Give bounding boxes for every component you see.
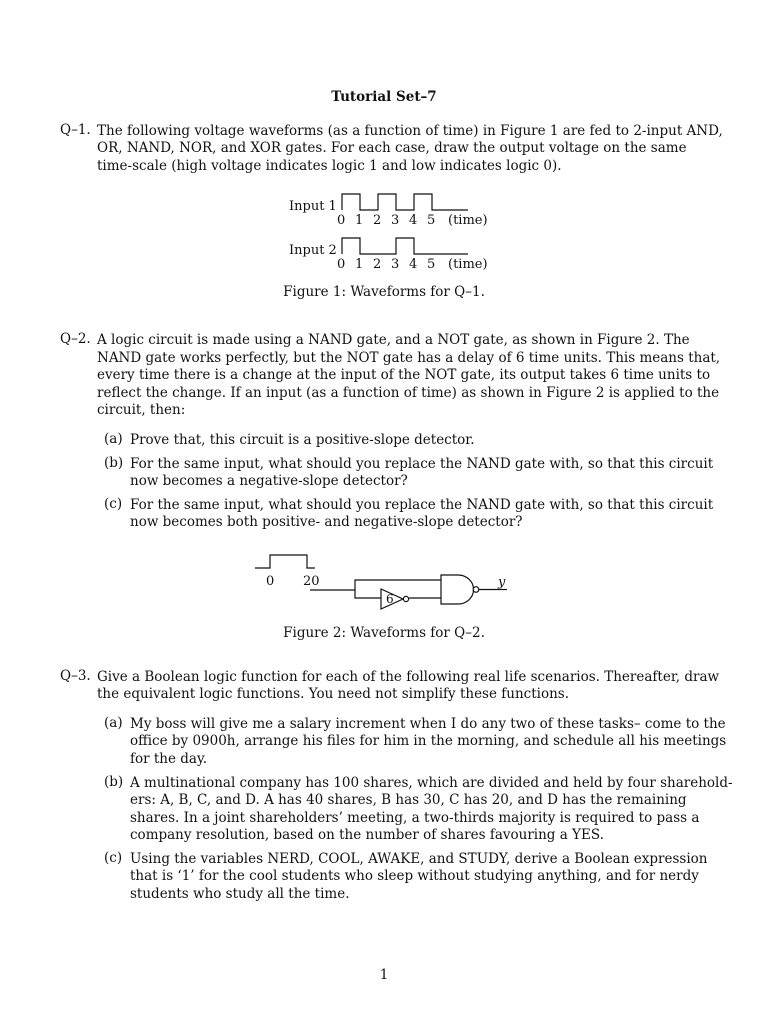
subquestion-text-line: shares. In a joint shareholders’ meeting, a two-thirds majority is required to pass a [130,810,700,826]
question-text-line: NAND gate works perfectly, but the NOT gate has a delay of 6 time units. This means that, [97,350,721,366]
subquestion-text-line: office by 0900h, arrange his files for him in the morning, and schedule all his meetings [130,733,727,749]
question-text-line: OR, NAND, NOR, and XOR gates. For each case, draw the output voltage on the same [97,140,687,156]
tick-label: 5 [427,213,436,228]
tick-label: 0 [337,213,346,228]
subquestion-label: (c) [104,496,123,512]
question-text-line: Give a Boolean logic function for each of the following real life scenarios. Thereafter, draw [97,669,720,685]
question-text-line: The following voltage waveforms (as a function of time) in Figure 1 are fed to 2-input AND, [97,123,723,139]
subquestion-text-line: For the same input, what should you replace the NAND gate with, so that this circuit [130,497,714,513]
question-label: Q–3. [60,668,91,684]
input-pulse-waveform [255,555,315,568]
page-number: 1 [379,967,389,983]
question-text-line: time-scale (high voltage indicates logic 1 and low indicates logic 0). [97,158,562,174]
subquestion-label: (c) [104,850,123,866]
question-label: Q–1. [60,122,91,138]
subquestion-text-line: A multinational company has 100 shares, which are divided and held by four sharehold- [130,775,733,791]
time-axis-label: (time) [448,257,488,272]
subquestion-text-line: students who study all the time. [130,886,350,902]
question-text-line: circuit, then: [97,402,186,418]
subquestion-text-line: now becomes a negative-slope detector? [130,473,408,489]
question-text-line: the equivalent logic functions. You need not simplify these functions. [97,686,569,702]
time-axis-ticks-2 [337,257,488,272]
circuit-wires [310,580,441,590]
figure-2-caption: Figure 2: Waveforms for Q–2. [283,625,485,641]
tick-label: 1 [355,213,364,228]
tick-label: 4 [409,213,418,228]
subquestion-text-line: Prove that, this circuit is a positive-slope detector. [130,432,475,448]
tick-label: 5 [427,257,436,272]
figure-1-caption: Figure 1: Waveforms for Q–1. [283,284,485,300]
output-label: y [498,575,506,590]
question-text-line: reflect the change. If an input (as a function of time) as shown in Figure 2 is applied to the [97,385,720,401]
subquestion-text-line: company resolution, based on the number of shares favouring a YES. [130,827,604,843]
tick-label: 3 [391,213,400,228]
figure-1-waveforms [280,188,500,278]
subquestion-text-line: now becomes both positive- and negative-slope detector? [130,514,523,530]
input-1-label: Input 1 [289,199,337,214]
input-1-waveform [342,194,468,210]
tick-label: 2 [373,257,382,272]
nand-gate [441,575,479,604]
subquestion-text-line: Using the variables NERD, COOL, AWAKE, and STUDY, derive a Boolean expression [130,851,708,867]
time-axis-ticks-1 [337,213,488,228]
subquestion-text-line: For the same input, what should you replace the NAND gate with, so that this circuit [130,456,714,472]
not-gate [381,589,409,609]
subquestion-text-line: My boss will give me a salary increment when I do any two of these tasks– come to the [130,716,726,732]
time-axis-label: (time) [448,213,488,228]
not-gate-feedback-wire [355,590,381,598]
subquestion-text-line: that is ‘1’ for the cool students who sleep without studying anything, and for nerdy [130,868,699,884]
figure-2-circuit [255,548,525,618]
subquestion-label: (b) [104,455,124,471]
question-text-line: A logic circuit is made using a NAND gate, and a NOT gate, as shown in Figure 2. The [97,332,690,348]
not-gate-delay-label: 6 [386,592,394,606]
tick-label: 0 [337,257,346,272]
tick-label: 1 [355,257,364,272]
subquestion-label: (a) [104,431,123,447]
subquestion-label: (a) [104,715,123,731]
tick-label: 3 [391,257,400,272]
tick-label: 4 [409,257,418,272]
input-2-label: Input 2 [289,243,337,258]
subquestion-label: (b) [104,774,124,790]
subquestion-text-line: for the day. [130,751,208,767]
question-text-line: every time there is a change at the input of the NOT gate, its output takes 6 time units to [97,367,711,383]
pulse-start-tick: 0 [266,574,275,589]
input-2-waveform [342,238,468,254]
document-title: Tutorial Set–7 [331,89,437,105]
pulse-end-tick: 20 [303,574,320,589]
question-label: Q–2. [60,331,91,347]
subquestion-text-line: ers: A, B, C, and D. A has 40 shares, B has 30, C has 20, and D has the remaining [130,792,687,808]
tick-label: 2 [373,213,382,228]
